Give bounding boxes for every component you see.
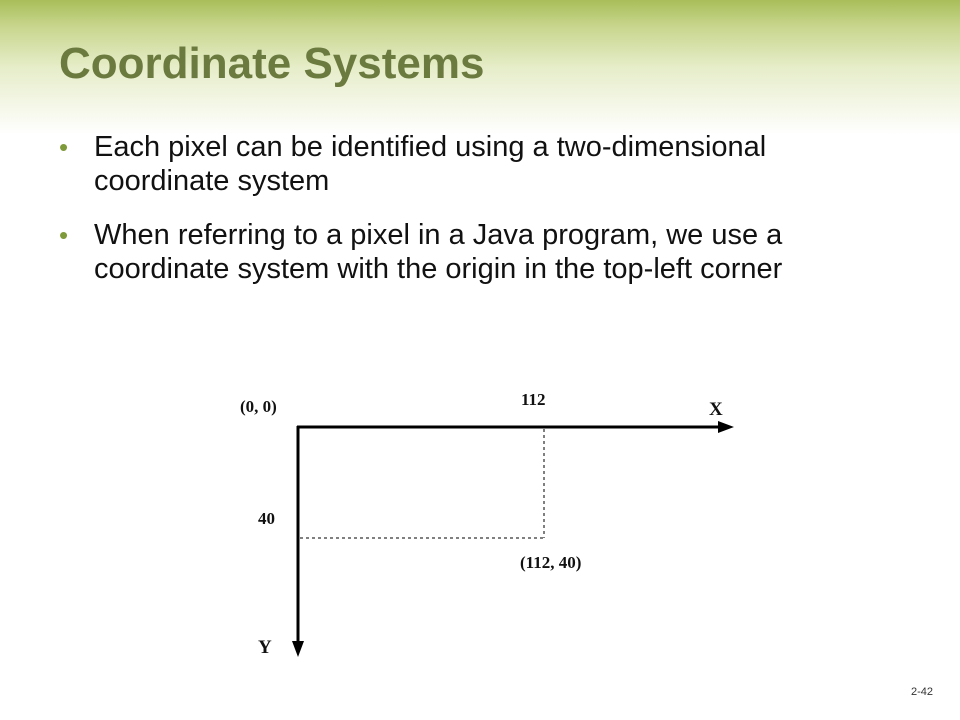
- bullet-text: When referring to a pixel in a Java program, we use a coordinate system with the origin in the top-left corner: [94, 219, 783, 285]
- bullet-marker-icon: •: [59, 132, 69, 162]
- x-axis-arrowhead: [718, 421, 734, 433]
- origin-label: (0, 0): [240, 397, 277, 416]
- y-tick-label: 40: [258, 509, 275, 528]
- x-axis-label: X: [709, 399, 723, 420]
- x-tick-label: 112: [521, 390, 546, 409]
- bullet-text: Each pixel can be identified using a two-dimensional coordinate system: [94, 131, 767, 197]
- slide-title: Coordinate Systems: [59, 39, 485, 88]
- y-axis-arrowhead: [292, 641, 304, 657]
- y-axis-label: Y: [258, 637, 272, 658]
- point-label: (112, 40): [520, 553, 582, 572]
- slide-number: 2-42: [911, 686, 934, 698]
- bullet-marker-icon: •: [59, 220, 69, 250]
